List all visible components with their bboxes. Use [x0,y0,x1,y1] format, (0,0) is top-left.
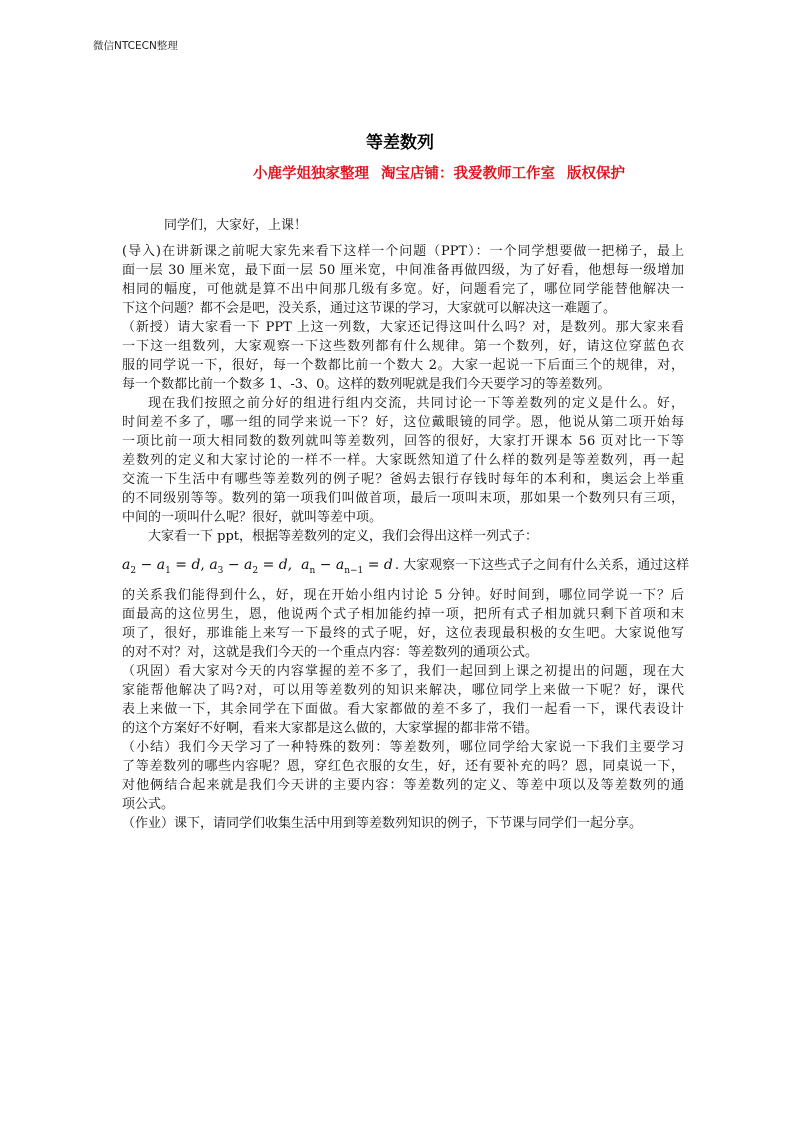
arithmetic-formula: $a_2 - a_1 = d$, $a_3 - a_2 = d$, $a_n - a_{n-1} = d$ [122,557,393,576]
paragraph-line: 中间的一项叫什么呢？很好，就叫等差中项。 [122,510,383,525]
paragraph-line: 时间差不多了，哪一组的同学来说一下？好，这位戴眼镜的同学。恩，他说从第二项开始每 [122,415,684,430]
formula-tail-text: . 大家观察一下这些式子之间有什么关系，通过这样 [394,558,690,573]
paragraph-line: 现在我们按照之前分好的组进行组内交流，共同讨论一下等差数列的定义是什么。好， [148,396,684,411]
new-lesson-paragraph [122,318,684,394]
header-note: 微信NTCECN整理 [93,40,178,52]
paragraph-line: 面一层 30 厘米宽，最下面一层 50 厘米宽，中间准备再做四级，为了好看，他想每一级增加 [122,263,684,278]
subtitle [253,162,637,183]
paragraph-line: 下这个问题？都不会是吧，没关系，通过这节课的学习，大家就可以解决这一难题了。 [122,301,617,316]
formula-line [122,550,690,580]
paragraph-line: 对他俩结合起来就是我们今天讲的主要内容：等差数列的定义、等差中项以及等差数列的通 [122,778,684,793]
paragraph-line: 了等差数列的哪些内容呢？恩，穿红色衣服的女生，好，还有要补充的吗？恩，同桌说一下， [122,759,684,774]
after-formula-paragraph [122,586,684,662]
summary-paragraph [122,738,684,814]
paragraph-line: 每一个数都比前一个数多 1、-3、0。这样的数列呢就是我们今天要学习的等差数列。 [122,377,611,392]
paragraph-line: 的这个方案好不好啊，看来大家都是这么做的，大家掌握的都非常不错。 [122,721,539,736]
subtitle-author: 小鹿学姐独家整理 [253,166,369,182]
paragraph-line: （巩固）看大家对今天的内容掌握的差不多了，我们一起回到上课之初提出的问题，现在大 [122,664,684,679]
ppt-line: 大家看一下 ppt，根据等差数列的定义，我们会得出这样一列式子： [148,529,539,544]
subtitle-copyright: 版权保护 [567,166,625,182]
greeting: 同学们，大家好，上课！ [164,218,308,233]
paragraph-line: 项了，很好，那谁能上来写一下最终的式子呢，好，这位表现最积极的女生吧。大家说他写 [122,626,684,641]
paragraph-line: 服的同学说一下，很好，每一个数都比前一个数大 2。大家一起说一下后面三个的规律，对， [122,358,684,373]
paragraph-line: 差数列的定义和大家讨论的一样不一样。大家既然知道了什么样的数列是等差数列，再一起 [122,453,684,468]
subtitle-shop: 淘宝店铺：我爱教师工作室 [381,166,555,182]
paragraph-line: 相同的幅度，可他就是算不出中间那几级有多宽。好，问题看完了，哪位同学能替他解决一 [122,282,684,297]
paragraph-line: 项公式。 [122,797,175,812]
lesson-body [122,205,690,833]
paragraph-line: (导入)在讲新课之前呢大家先来看下这样一个问题（PPT）：一个同学想要做一把梯子，最上 [122,244,684,259]
consolidate-paragraph [122,662,684,738]
paragraph-line: 的对不对？对，这就是我们今天的一个重点内容：等差数列的通项公式。 [122,645,539,660]
intro-paragraph [122,242,684,318]
homework-line: （作业）课下，请同学们收集生活中用到等差数列知识的例子，下节课与同学们一起分享。 [122,816,643,831]
paragraph-line: （新授）请大家看一下 PPT 上这一列数，大家还记得这叫什么吗？对，是数列。那大家来看 [122,320,684,335]
paragraph-line: 的不同级别等等。数列的第一项我们叫做首项，最后一项叫末项，那如果一个数列只有三项， [122,491,684,506]
page-title: 等差数列 [366,133,434,153]
paragraph-line: 表上来做一下，其余同学在下面做。看大家都做的差不多了，我们一起看一下，课代表设计 [122,702,684,717]
paragraph-line: 的关系我们能得到什么，好，现在开始小组内讨论 5 分钟。好时间到，哪位同学说一下？后 [122,588,684,603]
paragraph-line: 家能帮他解决了吗?对，可以用等差数列的知识来解决，哪位同学上来做一下呢？好，课代 [122,683,684,698]
paragraph-line: 交流一下生活中有哪些等差数列的例子呢？爸妈去银行存钱时每年的本利和，奥运会上举重 [122,472,684,487]
discussion-paragraph [122,394,684,527]
paragraph-line: 面最高的这位男生，恩，他说两个式子相加能约掉一项，把所有式子相加就只剩下首项和末 [122,607,684,622]
paragraph-line: 一下这一组数列，大家观察一下这些数列都有什么规律。第一个数列，好，请这位穿蓝色衣 [122,339,684,354]
paragraph-line: 一项比前一项大相同数的数列就叫等差数列，回答的很好，大家打开课本 56 页对比一下等 [122,434,684,449]
paragraph-line: （小结）我们今天学习了一种特殊的数列：等差数列，哪位同学给大家说一下我们主要学习 [122,740,684,755]
